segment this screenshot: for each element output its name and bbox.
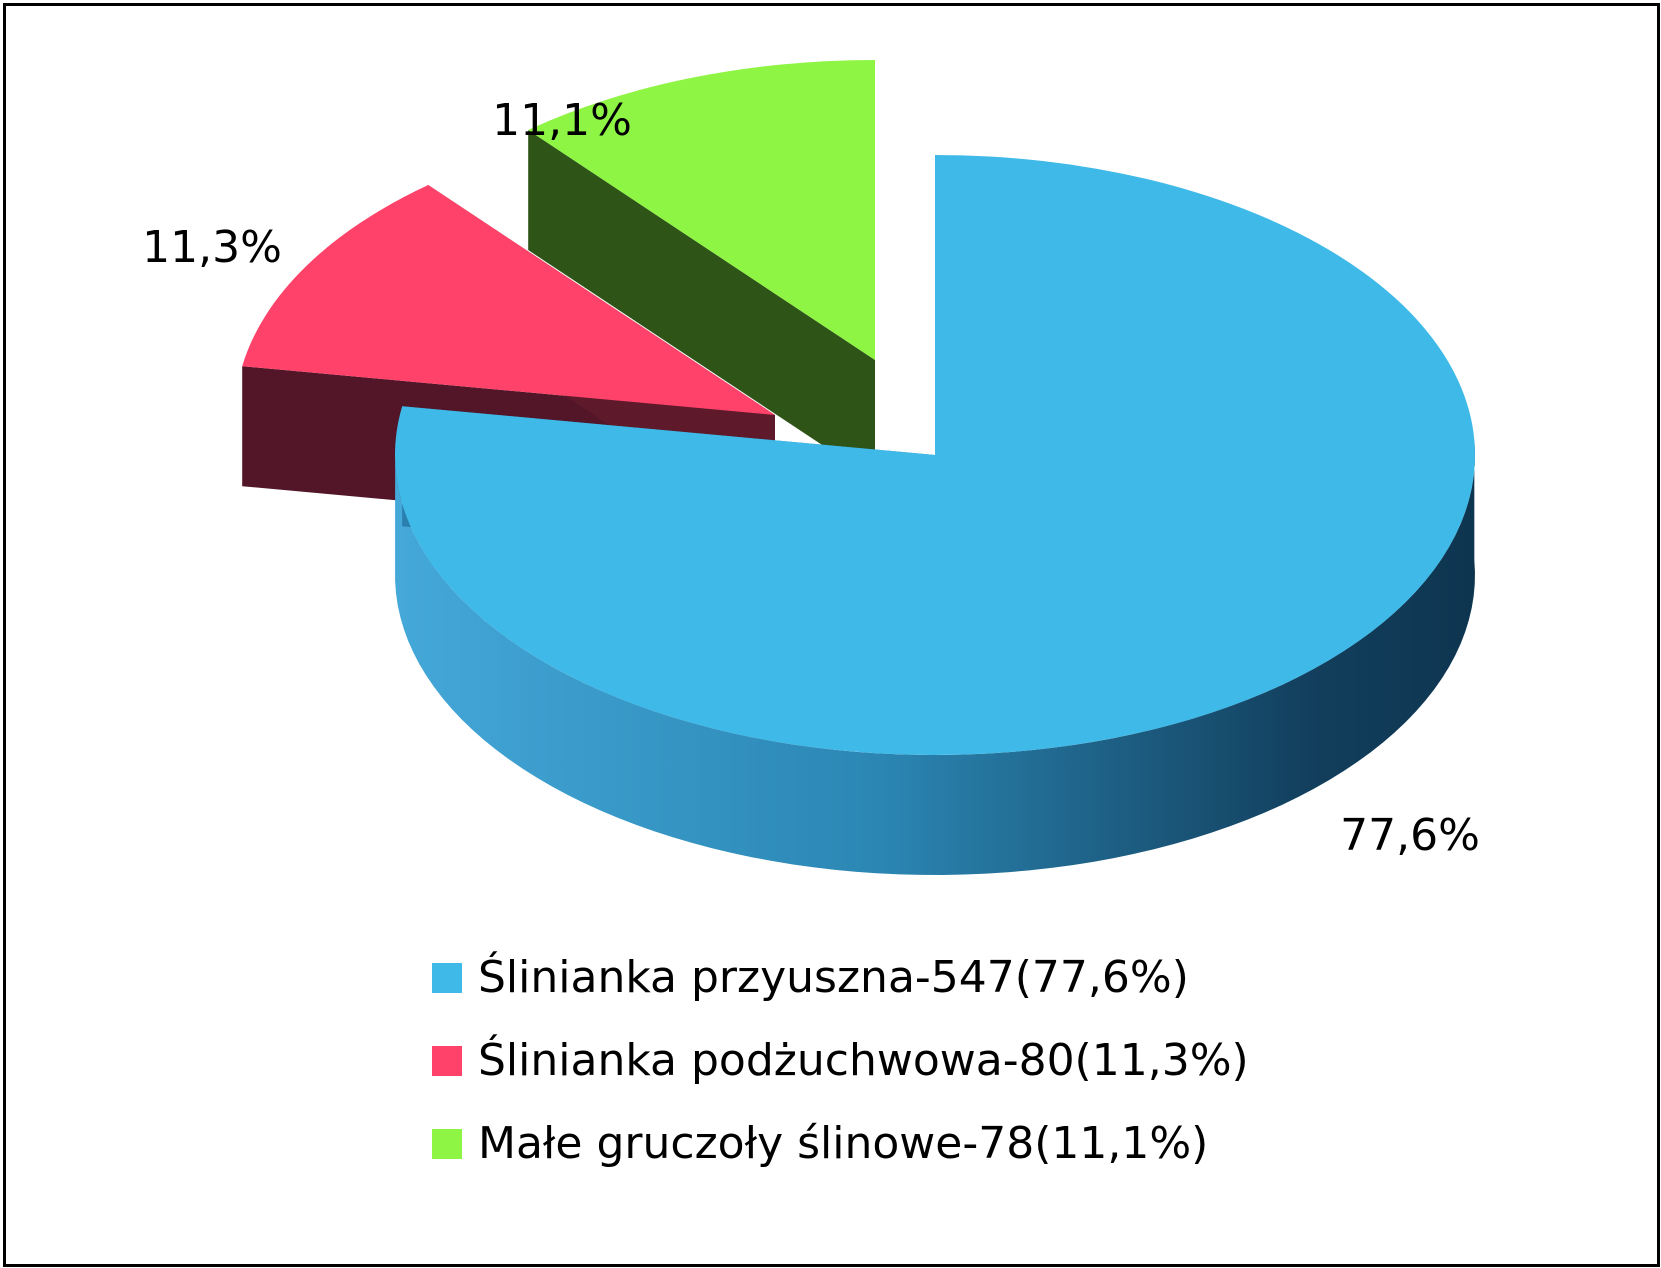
data-label-minor-glands: 11,1% [492, 95, 632, 146]
legend-item-parotid [432, 936, 1249, 1019]
legend-label-parotid: Ślinianka przyuszna-547(77,6%) [478, 952, 1189, 1003]
legend-item-minor-glands [432, 1102, 1249, 1185]
legend-swatch-parotid [432, 963, 462, 993]
legend-label-submandibular: Ślinianka podżuchwowa-80(11,3%) [478, 1035, 1249, 1086]
legend [432, 936, 1249, 1185]
legend-item-submandibular [432, 1019, 1249, 1102]
legend-label-minor-glands: Małe gruczoły ślinowe-78(11,1%) [478, 1118, 1209, 1169]
data-label-parotid: 77,6% [1340, 810, 1480, 861]
data-label-submandibular: 11,3% [142, 222, 282, 273]
legend-swatch-submandibular [432, 1046, 462, 1076]
legend-swatch-minor-glands [432, 1129, 462, 1159]
slice-layer [242, 60, 1475, 875]
